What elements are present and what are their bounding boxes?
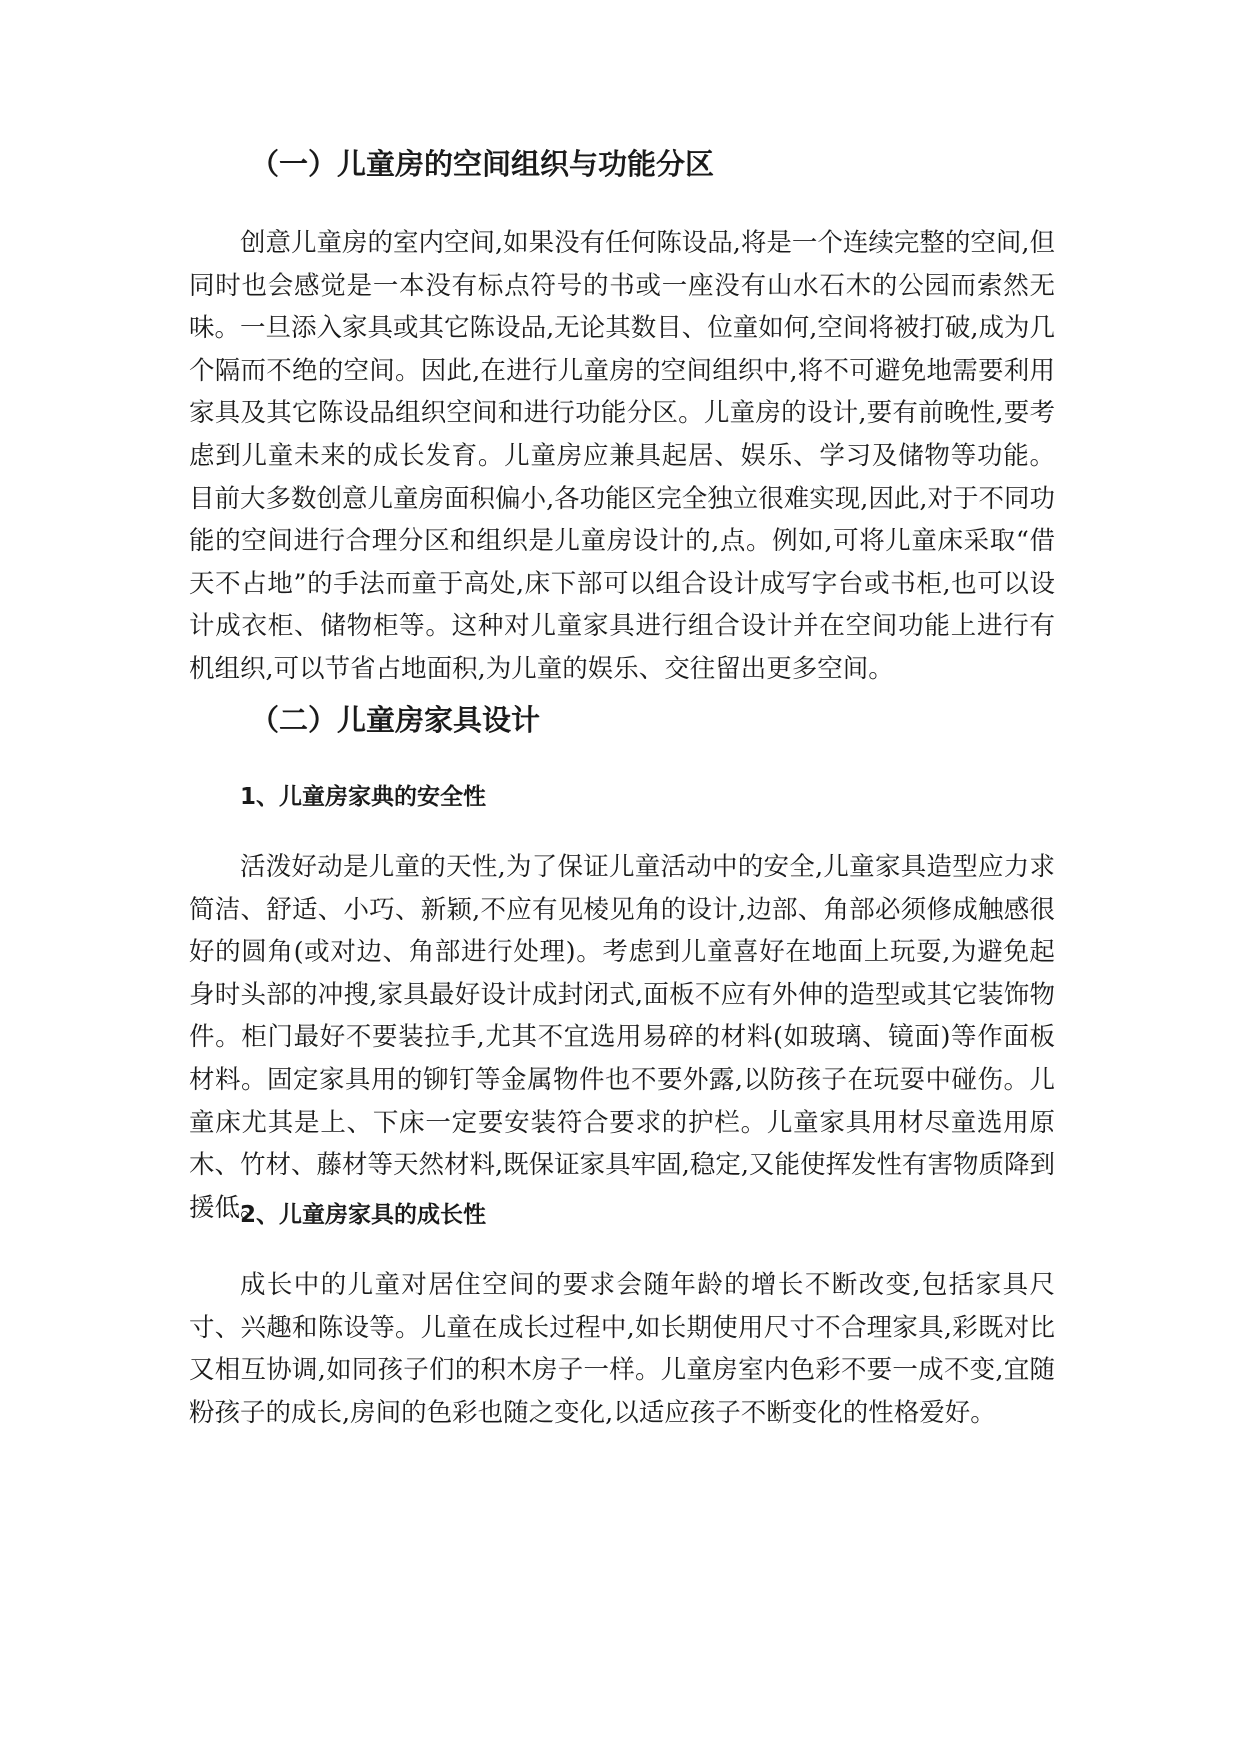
paragraph-space-organization: 创意儿童房的室内空间,如果没有任何陈设品,将是一个连续完整的空间,但同时也会感觉是一本没有标点符号的书或一座没有山水石木的公园而索然无味。一旦添入家具或其它陈设品,无论其数目、位童如何,空间将被打破,成为几个隔而不绝的空间。因此,在进行儿童房的空间组织中,将不可避免地需要利用家具及其它陈设品组织空间和进行功能分区。儿童房的设计,要有前晚性,要考虑到儿童未来的成长发育。儿童房应兼具起居、娱乐、学习及储物等功能。目前大多数创意儿童房面积偏小,各功能区完全独立很难实现,因此,对于不同功能的空间进行合理分区和组织是儿童房设计的,点。例如,可将儿童床采取“借天不占地”的手法而童于高处,床下部可以组合设计成写字台或书柜,也可以设计成衣柜、储物柜等。这种对儿童家具进行组合设计并在空间功能上进行有机组织,可以节省占地面积,为儿童的娱乐、交往留出更多空间。 bbox=[189, 228, 1055, 684]
section-heading-furniture-design: （二）儿童房家具设计 bbox=[250, 703, 541, 737]
subsection-heading-growth: 2、儿童房家具的成长性 bbox=[240, 1202, 487, 1228]
section-heading-space-organization: （一）儿童房的空间组织与功能分区 bbox=[250, 147, 715, 181]
paragraph-growth: 成长中的儿童对居住空间的要求会随年龄的增长不断改变,包括家具尺寸、兴趣和陈设等。儿童在成长过程中,如长期使用尺寸不合理家具,彩既对比又相互协调,如同孩子们的积木房子一样。儿童房室内色彩不要一成不变,宜随粉孩子的成长,房间的色彩也随之变化,以适应孩子不断变化的性格爱好。 bbox=[189, 1270, 1055, 1428]
subsection-heading-safety: 1、儿童房家典的安全性 bbox=[240, 784, 487, 810]
paragraph-safety: 活泼好动是儿童的天性,为了保证儿童活动中的安全,儿童家具造型应力求简洁、舒适、小巧、新颖,不应有见棱见角的设计,边部、角部必须修成触感很好的圆角(或对边、角部进行处理)。考虑到儿童喜好在地面上玩耍,为避免起身时头部的冲搜,家具最好设计成封闭式,面板不应有外伸的造型或其它装饰物件。柜门最好不要装拉手,尤其不宜选用易碎的材料(如玻璃、镜面)等作面板材料。固定家具用的铆钉等金属物件也不要外露,以防孩子在玩耍中碰伤。儿童床尤其是上、下床一定要安装符合要求的护栏。儿童家具用材尽童选用原木、竹材、藤材等天然材料,既保证家具牢固,稳定,又能使挥发性有害物质降到援低。 bbox=[189, 852, 1055, 1223]
